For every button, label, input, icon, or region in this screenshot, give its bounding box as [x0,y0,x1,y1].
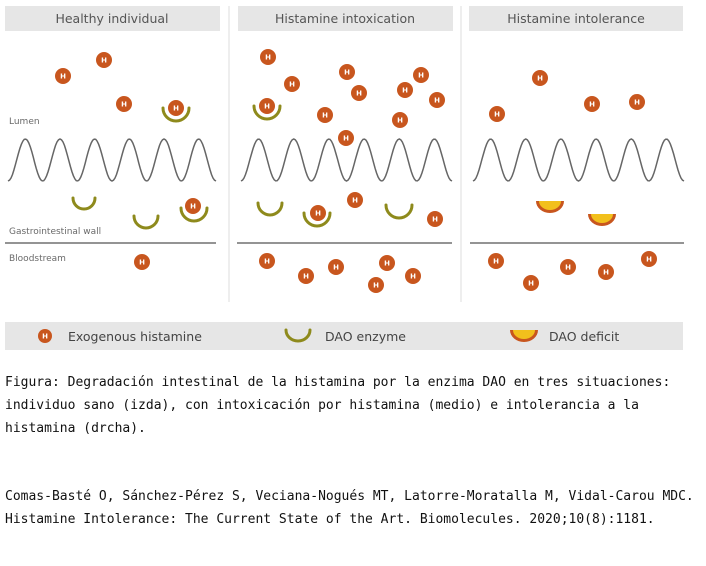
svg-text:H: H [60,72,66,81]
dao-enzyme-icon [73,198,95,209]
histamine-molecule-icon [641,251,657,267]
histamine-molecule-icon [134,254,150,270]
svg-text:H: H [173,104,179,113]
svg-text:H: H [344,68,350,77]
legend-label-histamine: Exogenous histamine [68,329,202,344]
svg-text:H: H [303,272,309,281]
panel-title-intolerance: Histamine intolerance [507,11,645,26]
figure-reference: Comas-Basté O, Sánchez-Pérez S, Veciana-Nogués MT, Latorre-Moratalla M, Vidal-Carou MDC. Histamine Intolerance: The Current State of the Art. Biomolecules. 2020;10(8):1181. [5,489,694,527]
legend-label-dao: DAO enzyme [325,329,406,344]
svg-text:H: H [603,268,609,277]
svg-text:H: H [42,332,48,341]
histamine-molecule-icon [339,64,355,80]
svg-text:H: H [265,53,271,62]
histamine-molecule-icon [310,205,326,221]
histamine-molecule-icon [298,268,314,284]
histamine-molecule-icon [405,268,421,284]
svg-text:H: H [434,96,440,105]
svg-text:H: H [264,257,270,266]
legend-label-deficit: DAO deficit [549,329,620,344]
svg-text:H: H [373,281,379,290]
svg-text:H: H [402,86,408,95]
histamine-molecule-icon [328,259,344,275]
panel-title-healthy: Healthy individual [55,11,169,26]
histamine-molecule-icon [347,192,363,208]
dao-enzyme-icon [134,216,158,228]
histamine-molecule-icon [116,96,132,112]
legend-histamine-icon [38,329,52,343]
svg-text:H: H [343,134,349,143]
panel-title-intoxication: Histamine intoxication [274,11,416,26]
histamine-molecule-icon [392,112,408,128]
epithelium-wave [473,139,684,181]
region-label-bloodstream: Bloodstream [9,254,66,264]
svg-text:H: H [494,110,500,119]
svg-text:H: H [528,279,534,288]
epithelium-wave [8,139,216,181]
histamine-molecules [55,49,657,293]
histamine-molecule-icon [185,198,201,214]
svg-text:H: H [397,116,403,125]
svg-text:H: H [589,100,595,109]
region-label-gi-wall: Gastrointestinal wall [9,227,102,237]
svg-text:H: H [190,202,196,211]
histamine-molecule-icon [55,68,71,84]
histamine-molecule-icon [368,277,384,293]
histamine-molecule-icon [96,52,112,68]
svg-text:H: H [315,209,321,218]
histamine-molecule-icon [488,253,504,269]
histamine-molecule-icon [584,96,600,112]
svg-text:H: H [432,215,438,224]
svg-text:H: H [384,259,390,268]
svg-text:H: H [352,196,358,205]
svg-text:H: H [537,74,543,83]
dao-deficit-icon [588,214,616,226]
dao-enzyme-icon [386,205,412,218]
svg-text:H: H [139,258,145,267]
histamine-molecule-icon [598,264,614,280]
histamine-molecule-icon [560,259,576,275]
histamine-molecule-icon [427,211,443,227]
dao-deficit-icon [536,201,564,213]
dao-enzyme-icon [258,203,282,215]
histamine-molecule-icon [397,82,413,98]
svg-text:H: H [121,100,127,109]
histamine-molecule-icon [379,255,395,271]
histamine-molecule-icon [532,70,548,86]
histamine-molecule-icon [629,94,645,110]
histamine-molecule-icon [259,98,275,114]
svg-text:H: H [264,102,270,111]
svg-text:H: H [646,255,652,264]
histamine-molecule-icon [351,85,367,101]
svg-text:H: H [289,80,295,89]
histamine-molecule-icon [413,67,429,83]
histamine-molecule-icon [260,49,276,65]
histamine-molecule-icon [284,76,300,92]
svg-text:H: H [101,56,107,65]
histamine-molecule-icon [489,106,505,122]
svg-text:H: H [333,263,339,272]
histamine-molecule-icon [259,253,275,269]
svg-text:H: H [493,257,499,266]
figure-caption: Figura: Degradación intestinal de la histamina por la enzima DAO en tres situaciones: individuo sano (izda), con intoxicación por histamina (medio) e intolerancia a la histamina (drcha). [5,375,671,436]
histamine-molecule-icon [429,92,445,108]
histamine-molecule-icon [317,107,333,123]
svg-text:H: H [634,98,640,107]
region-label-lumen: Lumen [9,117,40,127]
histamine-molecule-icon [338,130,354,146]
histamine-molecule-icon [168,100,184,116]
svg-text:H: H [410,272,416,281]
svg-text:H: H [322,111,328,120]
svg-text:H: H [565,263,571,272]
histamine-molecule-icon [523,275,539,291]
svg-text:H: H [356,89,362,98]
svg-text:H: H [418,71,424,80]
